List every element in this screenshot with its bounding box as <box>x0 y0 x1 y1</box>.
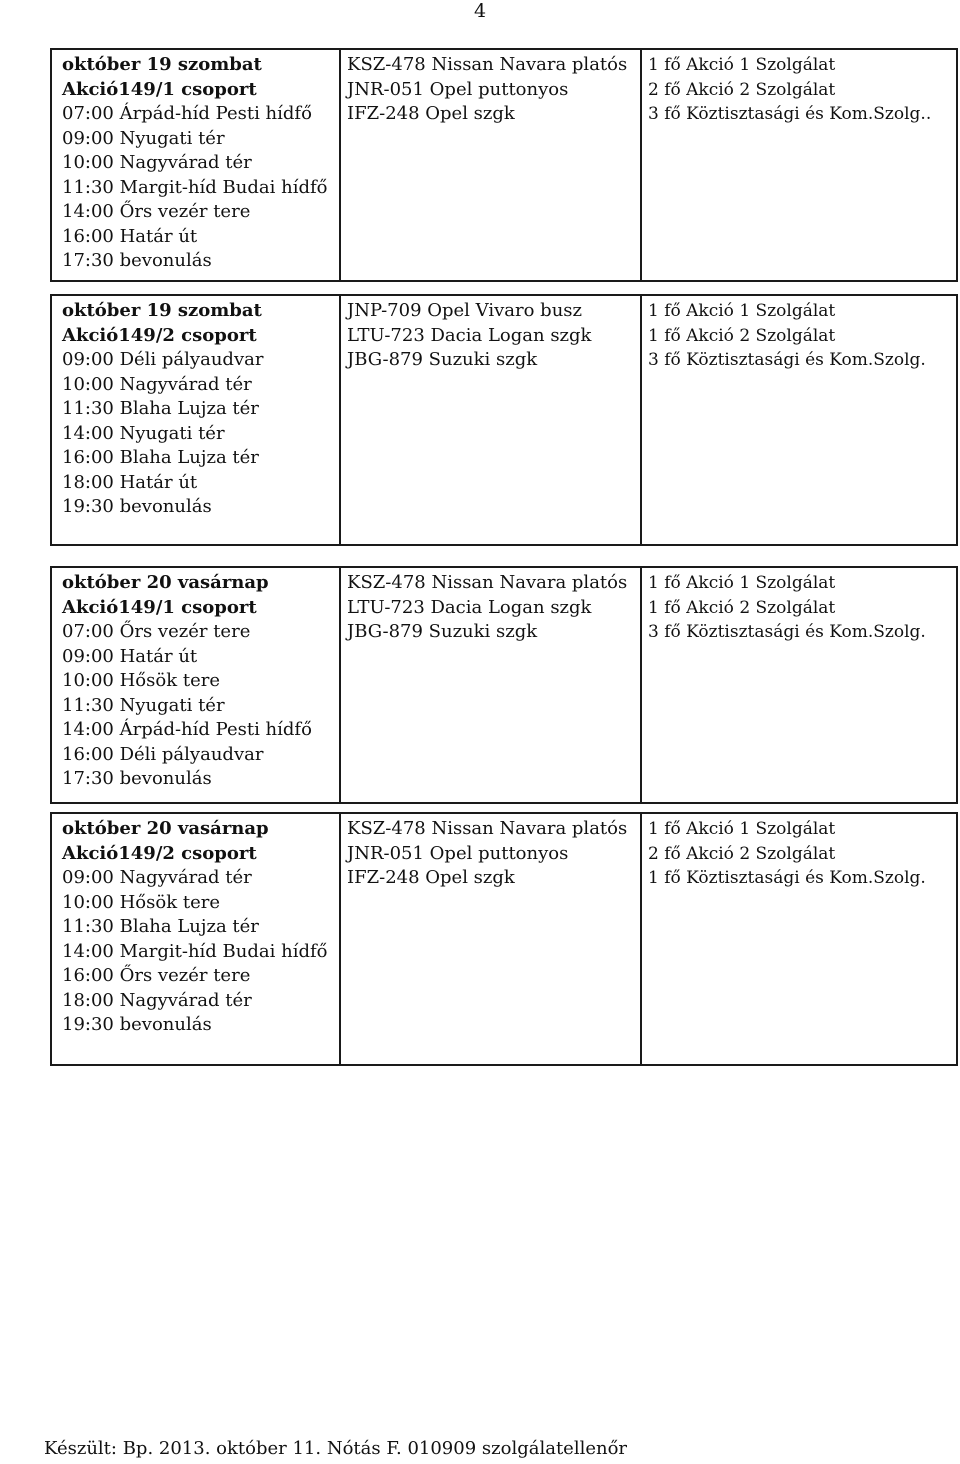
schedule-entry: 11:30 Nyugati tér <box>62 694 225 716</box>
schedule-entry: 09:00 Nyugati tér <box>62 127 225 149</box>
schedule-entry: 14:00 Margit-híd Budai hídfő <box>62 940 328 962</box>
staff-entry: 3 fő Köztisztasági és Kom.Szolg. <box>648 350 926 370</box>
staff-entry: 1 fő Akció 2 Szolgálat <box>648 325 836 346</box>
staff-entry: 1 fő Köztisztasági és Kom.Szolg. <box>648 868 926 888</box>
block-group: Akció149/1 csoport <box>62 78 257 100</box>
block-date: október 19 szombat <box>62 300 262 321</box>
schedule-entry: 07:00 Árpád-híd Pesti hídfő <box>62 103 312 124</box>
schedule-entry: 11:30 Blaha Lujza tér <box>62 916 259 937</box>
vehicle-entry: LTU-723 Dacia Logan szgk <box>347 324 592 346</box>
vehicles-column <box>341 296 642 544</box>
block-group: Akció149/1 csoport <box>62 596 257 618</box>
footer-note: Készült: Bp. 2013. október 11. Nótás F. 010909 szolgálatellenőr <box>44 1438 628 1459</box>
schedule-entry: 10:00 Nagyvárad tér <box>62 152 252 173</box>
schedule-entry: 14:00 Árpád-híd Pesti hídfő <box>62 719 312 740</box>
vehicle-entry: JBG-879 Suzuki szgk <box>347 349 538 370</box>
schedule-column <box>52 814 341 1064</box>
staff-entry: 1 fő Akció 1 Szolgálat <box>648 301 836 321</box>
schedule-entry: 10:00 Nagyvárad tér <box>62 373 252 395</box>
schedule-entry: 10:00 Hősök tere <box>62 891 220 913</box>
schedule-entry: 10:00 Hősök tere <box>62 670 220 691</box>
vehicle-entry: IFZ-248 Opel szgk <box>347 103 515 124</box>
schedule-entry: 11:30 Blaha Lujza tér <box>62 398 259 419</box>
vehicle-entry: JBG-879 Suzuki szgk <box>347 621 538 642</box>
schedule-entry: 17:30 bevonulás <box>62 250 212 271</box>
vehicle-entry: JNR-051 Opel puttonyos <box>347 78 569 100</box>
page-number: 4 <box>474 0 487 22</box>
vehicle-entry: JNP-709 Opel Vivaro busz <box>347 300 583 321</box>
staff-column <box>642 568 956 802</box>
vehicles-column <box>341 50 642 280</box>
vehicle-entry: LTU-723 Dacia Logan szgk <box>347 596 592 618</box>
schedule-entry: 18:00 Nagyvárad tér <box>62 989 252 1011</box>
schedule-entry: 14:00 Őrs vezér tere <box>62 201 251 222</box>
staff-column <box>642 814 956 1064</box>
schedule-entry: 18:00 Határ út <box>62 471 198 493</box>
schedule-entry: 14:00 Nyugati tér <box>62 422 225 444</box>
schedule-entry: 16:00 Blaha Lujza tér <box>62 447 259 468</box>
schedule-entry: 09:00 Határ út <box>62 645 198 667</box>
vehicle-entry: KSZ-478 Nissan Navara platós <box>347 54 628 75</box>
schedule-entry: 16:00 Őrs vezér tere <box>62 965 251 986</box>
block-date: október 20 vasárnap <box>62 818 269 839</box>
staff-entry: 2 fő Akció 2 Szolgálat <box>648 843 836 864</box>
schedule-entry: 09:00 Déli pályaudvar <box>62 349 264 370</box>
schedule-column <box>52 568 341 802</box>
schedule-entry: 17:30 bevonulás <box>62 768 212 789</box>
schedule-entry: 19:30 bevonulás <box>62 1014 212 1035</box>
vehicles-column <box>341 568 642 802</box>
block-date: október 19 szombat <box>62 54 262 75</box>
schedule-entry: 16:00 Déli pályaudvar <box>62 743 264 765</box>
staff-entry: 2 fő Akció 2 Szolgálat <box>648 79 836 100</box>
vehicle-entry: KSZ-478 Nissan Navara platós <box>347 818 628 839</box>
staff-entry: 3 fő Köztisztasági és Kom.Szolg. <box>648 622 926 642</box>
schedule-block <box>50 294 958 546</box>
schedule-entry: 16:00 Határ út <box>62 225 198 247</box>
staff-entry: 1 fő Akció 1 Szolgálat <box>648 819 836 839</box>
staff-column <box>642 50 956 280</box>
vehicle-entry: JNR-051 Opel puttonyos <box>347 842 569 864</box>
schedule-entry: 19:30 bevonulás <box>62 496 212 517</box>
schedule-block <box>50 48 958 282</box>
schedule-entry: 07:00 Őrs vezér tere <box>62 621 251 642</box>
block-group: Akció149/2 csoport <box>62 842 257 864</box>
vehicle-entry: IFZ-248 Opel szgk <box>347 867 515 888</box>
schedule-block <box>50 566 958 804</box>
staff-entry: 3 fő Köztisztasági és Kom.Szolg.. <box>648 104 932 124</box>
schedule-entry: 11:30 Margit-híd Budai hídfő <box>62 176 328 198</box>
schedule-entry: 09:00 Nagyvárad tér <box>62 867 252 888</box>
staff-entry: 1 fő Akció 1 Szolgálat <box>648 573 836 593</box>
staff-entry: 1 fő Akció 1 Szolgálat <box>648 55 836 75</box>
schedule-column <box>52 50 341 280</box>
block-group: Akció149/2 csoport <box>62 324 257 346</box>
staff-column <box>642 296 956 544</box>
staff-entry: 1 fő Akció 2 Szolgálat <box>648 597 836 618</box>
schedule-block <box>50 812 958 1066</box>
vehicle-entry: KSZ-478 Nissan Navara platós <box>347 572 628 593</box>
block-date: október 20 vasárnap <box>62 572 269 593</box>
vehicles-column <box>341 814 642 1064</box>
schedule-column <box>52 296 341 544</box>
